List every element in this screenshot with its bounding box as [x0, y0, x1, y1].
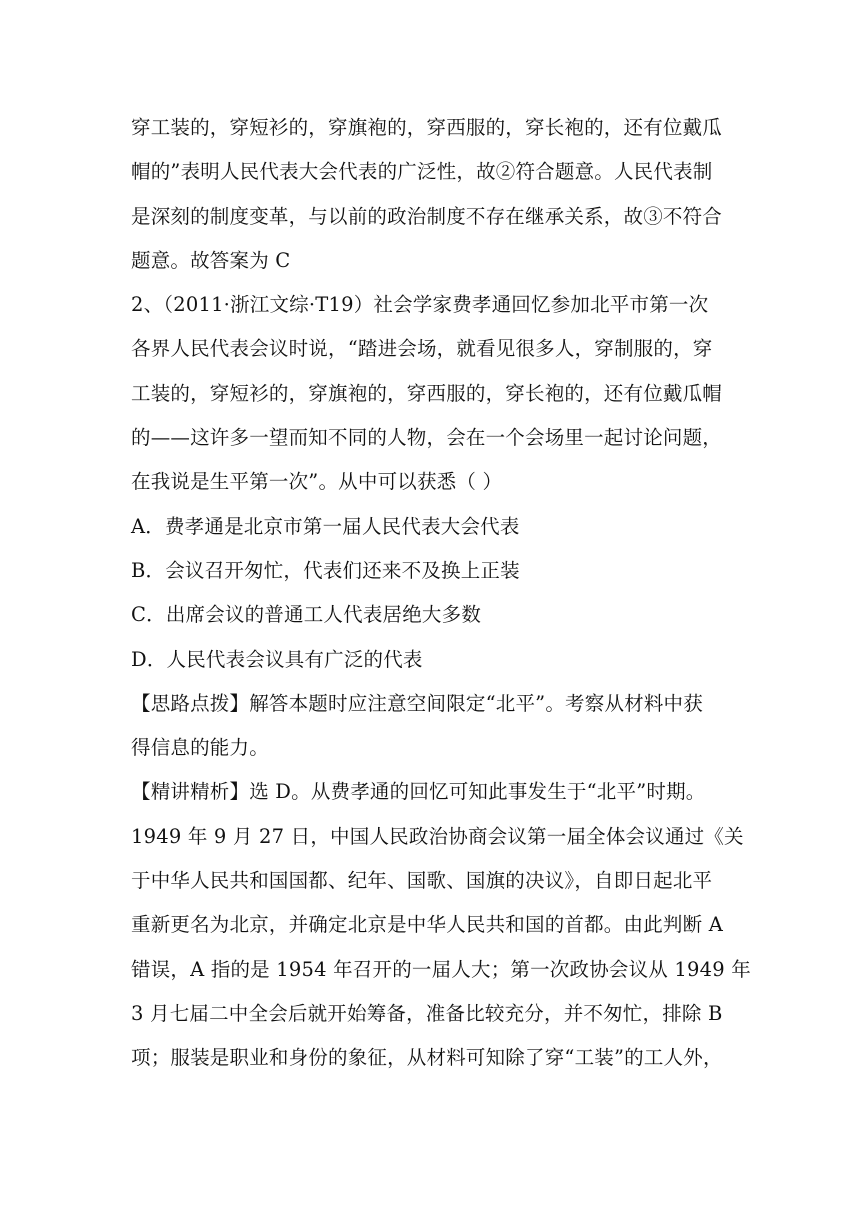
option-b: B．会议召开匆忙，代表们还来不及换上正装	[131, 558, 520, 582]
analysis-line: 1949 年 9 月 27 日，中国人民政治协商会议第一届全体会议通过《关	[131, 824, 744, 848]
analysis-line: 项；服装是职业和身份的象征，从材料可知除了穿“工装”的工人外，	[131, 1046, 723, 1070]
document-body	[131, 106, 751, 1081]
analysis-line: 错误，A 指的是 1954 年召开的一届人大；第一次政协会议从 1949 年	[131, 957, 751, 981]
analysis-line: 【精讲精析】选 D。从费孝通的回忆可知此事发生于“北平”时期。	[131, 780, 706, 804]
analysis-line: 重新更名为北京，并确定北京是中华人民共和国的首都。由此判断 A	[131, 913, 723, 937]
question-stem-line: 在我说是生平第一次”。从中可以获悉（ ）	[131, 470, 503, 494]
option-c: C．出席会议的普通工人代表居绝大多数	[131, 603, 482, 627]
text-line: 题意。故答案为 C	[131, 248, 291, 272]
question-stem-line: 的——这许多一望而知不同的人物，会在一个会场里一起讨论问题，	[131, 426, 723, 450]
text-line: 穿工装的，穿短衫的，穿旗袍的，穿西服的，穿长袍的，还有位戴瓜	[131, 116, 723, 139]
question-stem-line: 各界人民代表会议时说，“踏进会场，就看见很多人，穿制服的，穿	[131, 337, 713, 361]
hint-line: 得信息的能力。	[131, 736, 269, 760]
question-stem-line: 2、（2011·浙江文综·T19）社会学家费孝通回忆参加北平市第一次	[131, 293, 709, 317]
option-d: D．人民代表会议具有广泛的代表	[131, 647, 423, 671]
option-a: A．费孝通是北京市第一届人民代表大会代表	[131, 514, 520, 538]
text-line: 帽的”表明人民代表大会代表的广泛性，故②符合题意。人民代表制	[131, 160, 713, 184]
question-stem-line: 工装的，穿短衫的，穿旗袍的，穿西服的，穿长袍的，还有位戴瓜帽	[131, 381, 723, 405]
hint-line: 【思路点拨】解答本题时应注意空间限定“北平”。考察从材料中获	[131, 691, 703, 715]
analysis-line: 3 月七届二中全会后就开始筹备，准备比较充分，并不匆忙，排除 B	[131, 1001, 723, 1025]
analysis-line: 于中华人民共和国国都、纪年、国歌、国旗的决议》，自即日起北平	[131, 869, 713, 893]
text-line: 是深刻的制度变革，与以前的政治制度不存在继承关系，故③不符合	[131, 204, 723, 228]
